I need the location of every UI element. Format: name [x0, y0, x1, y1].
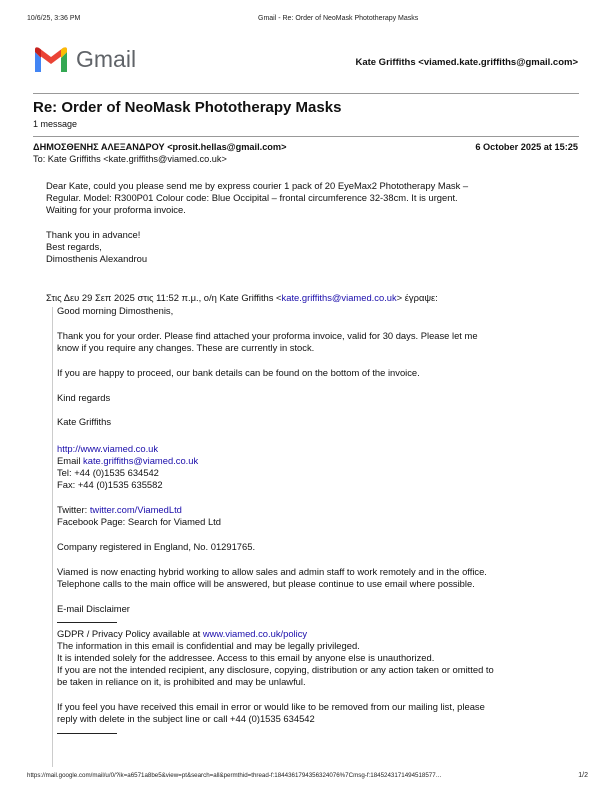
email-subject: Re: Order of NeoMask Phototherapy Masks	[33, 99, 342, 116]
print-page-number: 1/2	[578, 772, 588, 779]
gmail-logo-icon	[33, 46, 69, 77]
body-line: Waiting for your proforma invoice.	[46, 204, 186, 215]
twitter-line	[57, 504, 182, 516]
subject-divider	[33, 136, 579, 137]
disclaimer-title: E-mail Disclaimer	[57, 603, 130, 614]
quote-intro	[46, 292, 438, 304]
hybrid-line: Telephone calls to the main office will be answered, but please continue to use email where possible.	[57, 578, 475, 589]
body-line: Thank you in advance!	[46, 229, 141, 240]
quote-intro-text: Στις Δευ 29 Σεπ 2025 στις 11:52 π.μ., ο/η Kate Griffiths <	[46, 292, 282, 303]
disclaimer-rule	[57, 622, 117, 623]
disclaimer-line: It is intended solely for the addressee. Access to this email by anyone else is unauthorized.	[57, 652, 435, 663]
disclaimer-line: If you are not the intended recipient, any disclosure, copying, distribution or any action taken or omitted to	[57, 664, 494, 675]
quoted-line: Thank you for your order. Please find attached your proforma invoice, valid for 30 days. Please let me	[57, 330, 478, 341]
body-line: Dear Kate, could you please send me by express courier 1 pack of 20 EyeMax2 Phototherapy Mask –	[46, 180, 469, 191]
quoted-line: know if you require any changes. These are currently in stock.	[57, 342, 315, 353]
quoted-regards: Kind regards	[57, 392, 111, 403]
company-line: Company registered in England, No. 01291765.	[57, 541, 256, 552]
sender: ΔΗΜΟΣΘΕΝΗΣ ΑΛΕΞΑΝΔΡΟΥ <prosit.hellas@gmail.com>	[33, 142, 287, 152]
gdpr-label: GDPR / Privacy Policy available at	[57, 628, 203, 639]
quote-bar	[52, 307, 53, 767]
gdpr-line	[57, 628, 307, 640]
gdpr-link[interactable]: www.viamed.co.uk/policy	[202, 628, 308, 639]
twitter-link[interactable]: twitter.com/ViamedLtd	[89, 504, 182, 515]
fax-line: Fax: +44 (0)1535 635582	[57, 479, 163, 490]
email-line	[57, 455, 198, 467]
quoted-name: Kate Griffiths	[57, 416, 112, 427]
sent-date: 6 October 2025 at 15:25	[475, 142, 578, 152]
disclaimer-line: If you feel you have received this email in error or would like to be removed from our mailing list, please	[57, 701, 485, 712]
body-line: Best regards,	[46, 241, 102, 252]
body-signature: Dimosthenis Alexandrou	[46, 253, 148, 264]
print-title: Gmail - Re: Order of NeoMask Phototherapy Masks	[258, 15, 419, 22]
disclaimer-line: The information in this email is confidential and may be legally privileged.	[57, 640, 360, 651]
disclaimer-line: be taken in reliance on it, is prohibited and may be unlawful.	[57, 676, 306, 687]
quoted-greeting: Good morning Dimosthenis,	[57, 305, 174, 316]
print-url: https://mail.google.com/mail/u/0/?ik=a6571a8be5&view=pt&search=all&permthid=thread-f:1844361794356324076%7Cmsg-f:1845243171494518577…	[27, 772, 442, 779]
quote-intro-suffix: > έγραψε:	[396, 292, 438, 303]
email-link[interactable]: kate.griffiths@viamed.co.uk	[83, 455, 199, 466]
gmail-wordmark: Gmail	[76, 46, 137, 72]
twitter-label: Twitter:	[57, 504, 90, 515]
account-label: Kate Griffiths <viamed.kate.griffiths@gmail.com>	[355, 57, 578, 68]
print-datetime: 10/6/25, 3:36 PM	[27, 15, 81, 22]
website-link[interactable]: http://www.viamed.co.uk	[57, 443, 159, 454]
message-count: 1 message	[33, 119, 78, 129]
recipient: To: Kate Griffiths <kate.griffiths@viamed.co.uk>	[33, 154, 227, 164]
quote-intro-email-link[interactable]: kate.griffiths@viamed.co.uk	[281, 292, 397, 303]
header-divider	[33, 93, 579, 94]
quoted-line: If you are happy to proceed, our bank details can be found on the bottom of the invoice.	[57, 367, 420, 378]
disclaimer-line: reply with delete in the subject line or call +44 (0)1535 634542	[57, 713, 315, 724]
facebook-line: Facebook Page: Search for Viamed Ltd	[57, 516, 221, 527]
tel-line: Tel: +44 (0)1535 634542	[57, 467, 159, 478]
body-line: Regular. Model: R300P01 Colour code: Blue Occipital – frontal circumference 32-38cm. It is urgent.	[46, 192, 458, 203]
email-label: Email	[57, 455, 84, 466]
disclaimer-end-rule	[57, 733, 117, 734]
hybrid-line: Viamed is now enacting hybrid working to allow sales and admin staff to work remotely and in the office.	[57, 566, 487, 577]
